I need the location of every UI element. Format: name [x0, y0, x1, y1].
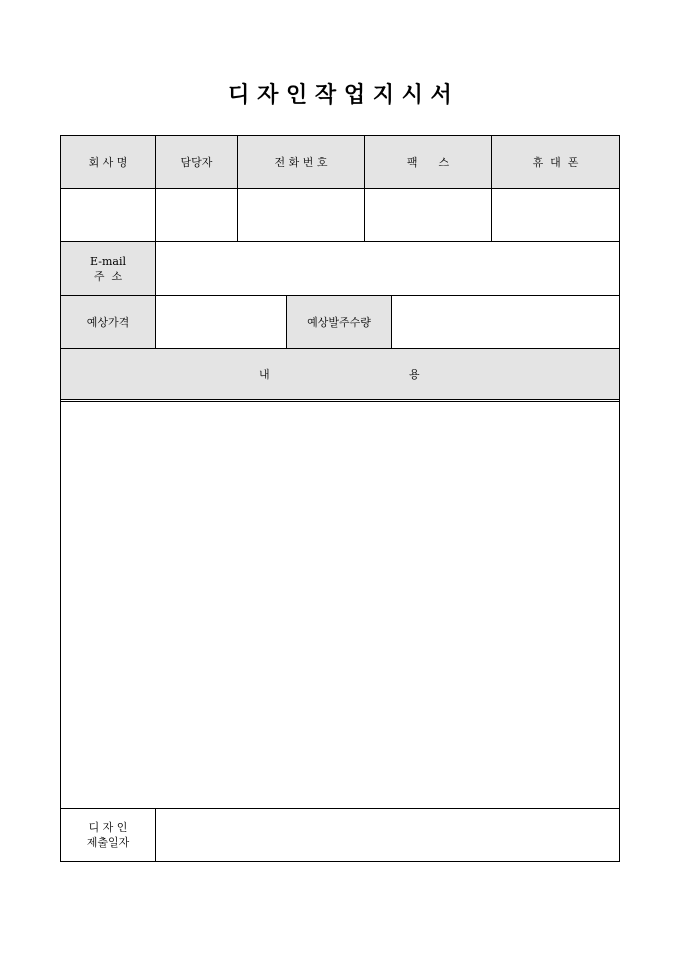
company-field[interactable] — [61, 189, 156, 241]
quantity-field[interactable] — [392, 296, 619, 348]
document-title: 디 자 인 작 업 지 시 서 — [228, 82, 452, 108]
price-label: 예상가격 — [61, 296, 156, 348]
email-label — [61, 242, 156, 295]
price-row — [61, 296, 619, 349]
fax-label: 팩 스 — [365, 136, 492, 188]
email-row — [61, 242, 619, 296]
contact-input-row — [61, 189, 619, 242]
email-label-line2: 주 소 — [93, 269, 123, 283]
submit-date-field[interactable] — [156, 809, 619, 861]
content-label-right: 용 — [409, 368, 420, 381]
phone-label: 전 화 번 호 — [238, 136, 365, 188]
mobile-field[interactable] — [492, 189, 619, 241]
submit-date-row — [61, 809, 619, 861]
email-label-line1: E-mail — [90, 254, 126, 268]
submit-date-label — [61, 809, 156, 861]
phone-field[interactable] — [238, 189, 365, 241]
price-field[interactable] — [156, 296, 287, 348]
quantity-label: 예상발주수량 — [287, 296, 392, 348]
content-label-left: 내 — [259, 368, 270, 381]
work-order-form — [60, 135, 620, 862]
company-label: 회 사 명 — [61, 136, 156, 188]
submit-label-line1: 디 자 인 — [88, 821, 128, 834]
content-area[interactable] — [61, 402, 619, 809]
header-row — [61, 136, 619, 189]
email-field[interactable] — [156, 242, 619, 295]
manager-label: 담당자 — [156, 136, 238, 188]
fax-field[interactable] — [365, 189, 492, 241]
manager-field[interactable] — [156, 189, 238, 241]
mobile-label: 휴 대 폰 — [492, 136, 619, 188]
content-header-row — [61, 349, 619, 399]
submit-label-line2: 제출일자 — [86, 836, 130, 849]
